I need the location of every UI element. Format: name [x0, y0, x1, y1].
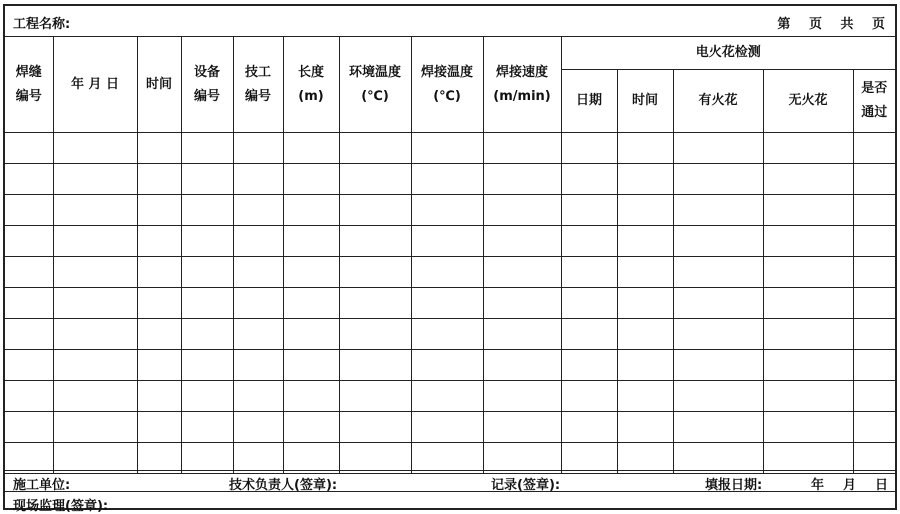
entry-cell[interactable]	[137, 443, 181, 474]
entry-cell[interactable]	[853, 412, 895, 443]
entry-cell[interactable]	[233, 350, 283, 381]
entry-cell[interactable]	[137, 257, 181, 288]
entry-cell[interactable]	[763, 195, 853, 226]
entry-cell[interactable]	[483, 319, 561, 350]
entry-cell[interactable]	[763, 226, 853, 257]
signature-row	[5, 470, 895, 492]
entry-cell[interactable]	[411, 133, 483, 164]
entry-cell[interactable]	[853, 226, 895, 257]
year-label: 年	[811, 478, 825, 493]
entry-cell[interactable]	[339, 350, 411, 381]
table-row	[5, 226, 895, 257]
entry-cell[interactable]	[853, 381, 895, 412]
form-header	[5, 6, 895, 37]
table-row	[5, 133, 895, 164]
entry-cell[interactable]	[617, 443, 673, 474]
col-ambient-temp: 环境温度 (℃)	[339, 37, 411, 133]
entry-cell[interactable]	[283, 350, 339, 381]
entry-cell[interactable]	[617, 164, 673, 195]
entry-cell[interactable]	[339, 226, 411, 257]
entry-cell[interactable]	[339, 257, 411, 288]
entry-cell[interactable]	[411, 381, 483, 412]
entry-cell[interactable]	[411, 226, 483, 257]
entry-cell[interactable]	[561, 164, 617, 195]
entry-cell[interactable]	[181, 257, 233, 288]
entry-cell[interactable]	[763, 412, 853, 443]
entry-cell[interactable]	[673, 133, 763, 164]
entry-cell[interactable]	[617, 412, 673, 443]
table-row	[5, 350, 895, 381]
month-label: 月	[843, 478, 857, 493]
entry-cell[interactable]	[411, 164, 483, 195]
entry-cell[interactable]	[181, 164, 233, 195]
entry-cell[interactable]	[5, 319, 53, 350]
entry-cell[interactable]	[137, 412, 181, 443]
table-row	[5, 412, 895, 443]
entry-cell[interactable]	[339, 319, 411, 350]
entry-cell[interactable]	[763, 443, 853, 474]
entry-cell[interactable]	[5, 443, 53, 474]
entry-cell[interactable]	[5, 288, 53, 319]
entry-cell[interactable]	[853, 288, 895, 319]
entry-cell[interactable]	[561, 195, 617, 226]
col-weld-speed: 焊接速度 (m/min)	[483, 37, 561, 133]
entry-cell[interactable]	[561, 288, 617, 319]
entry-cell[interactable]	[617, 288, 673, 319]
entry-cell[interactable]	[561, 319, 617, 350]
entry-cell[interactable]	[339, 195, 411, 226]
entry-cell[interactable]	[411, 195, 483, 226]
entry-cell[interactable]	[283, 257, 339, 288]
weld-record-table	[5, 37, 895, 474]
entry-cell[interactable]	[53, 195, 137, 226]
entry-cell[interactable]	[673, 164, 763, 195]
entry-cell[interactable]	[137, 319, 181, 350]
entry-cell[interactable]	[233, 319, 283, 350]
entry-cell[interactable]	[233, 381, 283, 412]
col-time: 时间	[137, 37, 181, 133]
entry-cell[interactable]	[483, 257, 561, 288]
entry-cell[interactable]	[339, 164, 411, 195]
col-spark-time: 时间	[617, 70, 673, 133]
table-row	[5, 195, 895, 226]
entry-cell[interactable]	[483, 288, 561, 319]
entry-cell[interactable]	[673, 443, 763, 474]
entry-cell[interactable]	[483, 164, 561, 195]
page-count-label: 第 页 共 页	[777, 17, 885, 32]
col-spark-no: 无火花	[763, 70, 853, 133]
col-worker-no: 技工 编号	[233, 37, 283, 133]
entry-cell[interactable]	[233, 257, 283, 288]
recorder-label: 记录(签章):	[491, 478, 561, 493]
entry-cell[interactable]	[233, 195, 283, 226]
entry-cell[interactable]	[233, 164, 283, 195]
entry-cell[interactable]	[137, 226, 181, 257]
entry-cell[interactable]	[137, 288, 181, 319]
entry-cell[interactable]	[617, 350, 673, 381]
col-weld-no: 焊缝 编号	[5, 37, 53, 133]
entry-cell[interactable]	[853, 195, 895, 226]
entry-cell[interactable]	[53, 443, 137, 474]
entry-cell[interactable]	[283, 443, 339, 474]
entry-cell[interactable]	[853, 133, 895, 164]
entry-cell[interactable]	[561, 412, 617, 443]
entry-cell[interactable]	[617, 381, 673, 412]
entry-cell[interactable]	[673, 288, 763, 319]
entry-cell[interactable]	[233, 443, 283, 474]
entry-cell[interactable]	[5, 164, 53, 195]
entry-cell[interactable]	[853, 257, 895, 288]
supervisor-row	[5, 492, 895, 514]
entry-cell[interactable]	[137, 164, 181, 195]
entry-cell[interactable]	[283, 381, 339, 412]
table-row	[5, 257, 895, 288]
entry-cell[interactable]	[283, 164, 339, 195]
entry-cell[interactable]	[233, 133, 283, 164]
entry-cell[interactable]	[181, 350, 233, 381]
entry-cell[interactable]	[411, 257, 483, 288]
entry-cell[interactable]	[181, 319, 233, 350]
entry-cell[interactable]	[5, 226, 53, 257]
entry-cell[interactable]	[53, 350, 137, 381]
day-label: 日	[875, 478, 889, 493]
entry-cell[interactable]	[617, 257, 673, 288]
entry-cell[interactable]	[561, 226, 617, 257]
table-row	[5, 164, 895, 195]
entry-cell[interactable]	[411, 412, 483, 443]
entry-cell[interactable]	[5, 412, 53, 443]
entry-cell[interactable]	[233, 288, 283, 319]
col-spark-date: 日期	[561, 70, 617, 133]
col-spark-yes: 有火花	[673, 70, 763, 133]
project-name-label: 工程名称:	[13, 17, 71, 32]
entry-cell[interactable]	[339, 381, 411, 412]
entry-cell[interactable]	[853, 319, 895, 350]
entry-cell[interactable]	[339, 133, 411, 164]
entry-cell[interactable]	[53, 257, 137, 288]
entry-cell[interactable]	[617, 133, 673, 164]
entry-cell[interactable]	[339, 443, 411, 474]
entry-cell[interactable]	[673, 319, 763, 350]
entry-cell[interactable]	[853, 443, 895, 474]
entry-cell[interactable]	[283, 288, 339, 319]
entry-cell[interactable]	[283, 133, 339, 164]
entry-cell[interactable]	[283, 195, 339, 226]
col-passed: 是否 通过	[853, 70, 895, 133]
entry-cell[interactable]	[763, 257, 853, 288]
entry-cell[interactable]	[137, 133, 181, 164]
entry-cell[interactable]	[283, 319, 339, 350]
table-row	[5, 381, 895, 412]
entry-cell[interactable]	[53, 133, 137, 164]
entry-cell[interactable]	[617, 226, 673, 257]
entry-cell[interactable]	[137, 350, 181, 381]
entry-cell[interactable]	[561, 257, 617, 288]
entry-cell[interactable]	[673, 195, 763, 226]
col-equipment-no: 设备 编号	[181, 37, 233, 133]
entry-cell[interactable]	[411, 350, 483, 381]
entry-cell[interactable]	[411, 443, 483, 474]
entry-cell[interactable]	[181, 288, 233, 319]
entry-cell[interactable]	[53, 288, 137, 319]
entry-cell[interactable]	[181, 195, 233, 226]
entry-cell[interactable]	[233, 226, 283, 257]
entry-cell[interactable]	[853, 164, 895, 195]
entry-cell[interactable]	[853, 350, 895, 381]
contractor-label: 施工单位:	[13, 478, 71, 493]
entry-cell[interactable]	[763, 133, 853, 164]
col-length: 长度 (m)	[283, 37, 339, 133]
entry-cell[interactable]	[763, 288, 853, 319]
entry-cell[interactable]	[763, 381, 853, 412]
tech-lead-label: 技术负责人(签章):	[229, 478, 338, 493]
entry-cell[interactable]	[53, 164, 137, 195]
col-weld-temp: 焊接温度 (℃)	[411, 37, 483, 133]
weld-record-form	[3, 4, 897, 514]
entry-cell[interactable]	[561, 350, 617, 381]
entry-cell[interactable]	[483, 195, 561, 226]
entry-cell[interactable]	[339, 288, 411, 319]
col-date: 年 月 日	[53, 37, 137, 133]
table-row	[5, 288, 895, 319]
entry-cell[interactable]	[561, 133, 617, 164]
entry-cell[interactable]	[673, 412, 763, 443]
entry-cell[interactable]	[181, 133, 233, 164]
supervisor-label: 现场监理(签章):	[13, 499, 109, 514]
entry-cell[interactable]	[673, 226, 763, 257]
entry-cell[interactable]	[181, 412, 233, 443]
entry-cell[interactable]	[339, 412, 411, 443]
entry-cell[interactable]	[483, 350, 561, 381]
table-row	[5, 443, 895, 474]
entry-cell[interactable]	[763, 164, 853, 195]
entry-cell[interactable]	[673, 350, 763, 381]
entry-cell[interactable]	[483, 412, 561, 443]
fill-date-label: 填报日期:	[705, 478, 763, 493]
entry-cell[interactable]	[617, 195, 673, 226]
entry-cell[interactable]	[763, 350, 853, 381]
entry-cell[interactable]	[53, 412, 137, 443]
entry-cell[interactable]	[137, 381, 181, 412]
entry-cell[interactable]	[483, 443, 561, 474]
entry-cell[interactable]	[5, 195, 53, 226]
entry-cell[interactable]	[5, 257, 53, 288]
entry-cell[interactable]	[53, 319, 137, 350]
entry-cell[interactable]	[137, 195, 181, 226]
entry-cell[interactable]	[411, 319, 483, 350]
entry-cell[interactable]	[53, 226, 137, 257]
entry-cell[interactable]	[233, 412, 283, 443]
col-spark-test: 电火花检测	[561, 37, 895, 70]
entry-cell[interactable]	[673, 257, 763, 288]
entry-cell[interactable]	[483, 133, 561, 164]
entry-cell[interactable]	[763, 319, 853, 350]
entry-cell[interactable]	[5, 133, 53, 164]
entry-cell[interactable]	[181, 443, 233, 474]
entry-cell[interactable]	[53, 381, 137, 412]
entry-cell[interactable]	[673, 381, 763, 412]
entry-cell[interactable]	[561, 381, 617, 412]
entry-cell[interactable]	[561, 443, 617, 474]
entry-cell[interactable]	[411, 288, 483, 319]
entry-cell[interactable]	[5, 381, 53, 412]
entry-cell[interactable]	[617, 319, 673, 350]
entry-cell[interactable]	[5, 350, 53, 381]
entry-cell[interactable]	[283, 226, 339, 257]
entry-cell[interactable]	[181, 381, 233, 412]
entry-cell[interactable]	[283, 412, 339, 443]
entry-cell[interactable]	[181, 226, 233, 257]
table-row	[5, 319, 895, 350]
entry-cell[interactable]	[483, 381, 561, 412]
entry-cell[interactable]	[483, 226, 561, 257]
